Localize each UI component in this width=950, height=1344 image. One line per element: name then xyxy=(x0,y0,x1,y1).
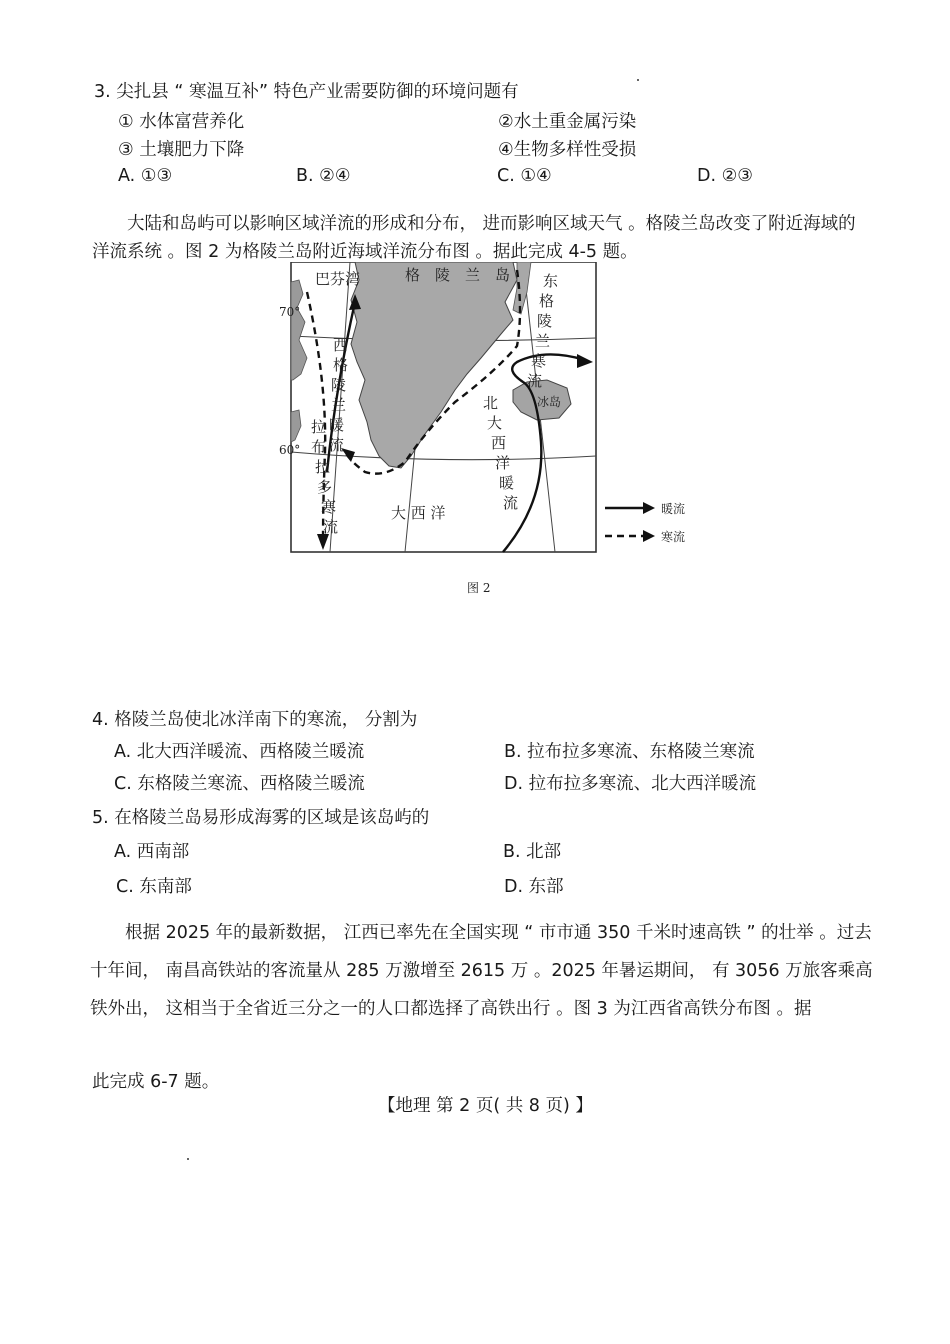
intro-paragraph-2: 根据 2025 年的最新数据， 江西已率先在全国实现 “ 市市通 350 千米时速高铁 ” 的壮举 。过去十年间， 南昌高铁站的客流量从 285 万激增至 2615 万 。2025 年暑运期间， 有 3056 万旅客乘高铁外出， 这相当于全省近三分之一的人口都选择了高铁出行 。图 3 为江西省高铁分布图 。据 xyxy=(90,923,873,1019)
q4-stem: 4. 格陵兰岛使北冰洋南下的寒流， 分割为 xyxy=(92,710,418,730)
figure-2-current-map xyxy=(255,262,705,607)
atlantic-label: 大 西 洋 xyxy=(391,504,446,522)
q3-item-2: ②水土重金属污染 xyxy=(498,112,637,132)
north-atlantic-char-4: 洋 xyxy=(495,454,511,472)
west-greenland-char-4: 兰 xyxy=(331,396,347,414)
legend-warm-arrowhead xyxy=(643,502,655,514)
greenland-char-3: 兰 xyxy=(465,266,481,284)
labrador-char-6: 流 xyxy=(323,518,339,536)
labrador-arrowhead xyxy=(317,534,329,550)
q3-option-c: C. ①④ xyxy=(497,166,552,186)
west-greenland-char-6: 流 xyxy=(329,436,345,454)
lat-60-label: 60° xyxy=(279,443,301,457)
figure-2-caption: 图 2 xyxy=(467,581,491,595)
q3-option-b: B. ②④ xyxy=(296,166,351,186)
north-atlantic-char-1: 北 xyxy=(483,394,499,412)
greenland-char-2: 陵 xyxy=(435,266,451,284)
east-greenland-char-4: 兰 xyxy=(535,332,551,350)
q3-item-1: ① 水体富营养化 xyxy=(118,112,245,132)
north-atlantic-char-5: 暖 xyxy=(499,474,515,492)
intro-paragraph-2-tail: 此完成 6-7 题。 xyxy=(92,1072,220,1092)
north-atlantic-char-6: 流 xyxy=(503,494,519,512)
baffin-bay-label: 巴芬湾 xyxy=(315,270,361,288)
east-greenland-char-6: 流 xyxy=(527,372,543,390)
east-greenland-char-5: 寒 xyxy=(531,352,547,370)
labrador-char-3: 拉 xyxy=(315,458,331,476)
labrador-char-4: 多 xyxy=(317,478,333,496)
east-greenland-char-3: 陵 xyxy=(537,312,553,330)
q3-item-4: ④生物多样性受损 xyxy=(498,140,637,160)
legend-cold-label: 寒流 xyxy=(661,530,686,544)
greenland-char-4: 岛 xyxy=(495,266,511,284)
labrador-char-2: 布 xyxy=(311,438,327,456)
labrador-land xyxy=(291,410,301,442)
west-greenland-char-1: 西 xyxy=(333,336,349,354)
intro-paragraph-1: 大陆和岛屿可以影响区域洋流的形成和分布， 进而影响区域天气 。格陵兰岛改变了附近海域的洋流系统 。图 2 为格陵兰岛附近海域洋流分布图 。据此完成 4-5 题。 xyxy=(92,214,856,262)
labrador-char-1: 拉 xyxy=(311,418,327,436)
east-greenland-char-1: 东 xyxy=(543,272,559,290)
q5-stem: 5. 在格陵兰岛易形成海雾的区域是该岛屿的 xyxy=(92,808,430,828)
q4-option-c: C. 东格陵兰寒流、西格陵兰暖流 xyxy=(114,774,365,794)
greenland-char-1: 格 xyxy=(405,266,421,284)
q3-option-d: D. ②③ xyxy=(697,166,753,186)
iceland-label: 冰岛 xyxy=(537,395,562,409)
west-greenland-char-2: 格 xyxy=(333,356,349,374)
west-greenland-char-5: 暖 xyxy=(329,416,345,434)
lat-70-label: 70° xyxy=(279,305,301,319)
east-greenland-char-2: 格 xyxy=(539,292,555,310)
q3-option-a: A. ①③ xyxy=(118,166,173,186)
q4-option-b: B. 拉布拉多寒流、东格陵兰寒流 xyxy=(504,742,755,762)
north-atlantic-char-3: 西 xyxy=(491,434,507,452)
page-footer: 【地理 第 2 页( 共 8 页) 】 xyxy=(378,1096,593,1116)
q3-stem: 3. 尖扎县 “ 寒温互补” 特色产业需要防御的环境问题有 xyxy=(94,82,519,102)
baffin-island-land xyxy=(291,280,307,380)
speck xyxy=(187,1158,189,1160)
north-atlantic-char-2: 大 xyxy=(487,414,503,432)
west-greenland-char-3: 陵 xyxy=(331,376,347,394)
legend-cold-arrowhead xyxy=(643,530,655,542)
q5-option-b: B. 北部 xyxy=(503,842,562,862)
q5-option-c: C. 东南部 xyxy=(116,877,192,897)
legend-warm-label: 暖流 xyxy=(661,502,686,516)
speck xyxy=(637,79,639,81)
q4-option-a: A. 北大西洋暖流、西格陵兰暖流 xyxy=(114,742,365,762)
q3-item-3: ③ 土壤肥力下降 xyxy=(118,140,245,160)
labrador-char-5: 寒 xyxy=(321,498,337,516)
q5-option-a: A. 西南部 xyxy=(114,842,190,862)
q5-option-d: D. 东部 xyxy=(504,877,564,897)
q4-option-d: D. 拉布拉多寒流、北大西洋暖流 xyxy=(504,774,757,794)
north-atlantic-arrowhead xyxy=(577,354,593,368)
